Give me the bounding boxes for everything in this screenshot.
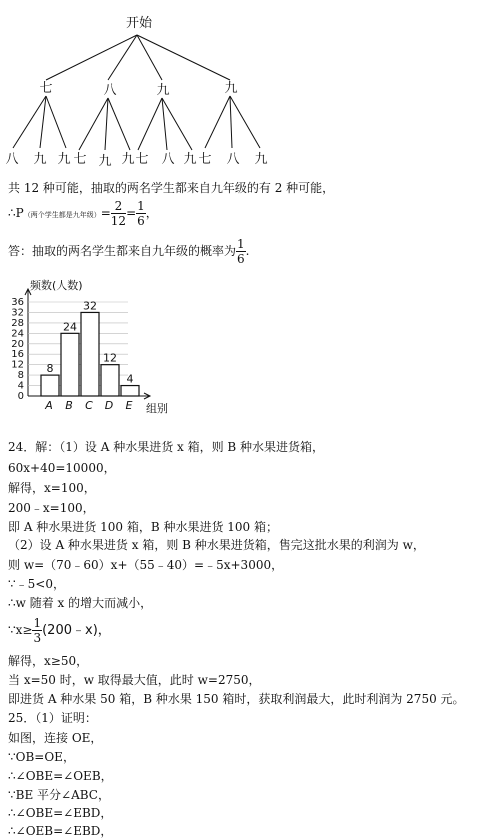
y-tick-label: 4 [17, 380, 24, 392]
text-line: ∴w 随着 x 的增大而减小， [8, 596, 153, 610]
denominator: 6 [237, 252, 245, 266]
text-line: 当 x=50 时，w 取得最大值，此时 w=2750， [8, 673, 261, 687]
data-label: 12 [103, 351, 117, 365]
x-tick-label: B [65, 399, 73, 412]
y-tick-label: 12 [11, 359, 24, 371]
tree-leaf: 七 [198, 152, 212, 167]
equals: = [126, 206, 137, 220]
numerator: 1 [237, 237, 245, 251]
text-line: ∴∠OBE=∠OEB， [8, 769, 113, 783]
text-line: 25．（1）证明： [8, 711, 97, 725]
inequality-line [8, 617, 111, 644]
answer-line [8, 238, 249, 265]
denominator: 12 [110, 214, 127, 228]
text-line: ∵OB=OE， [8, 750, 75, 764]
y-tick-label: 36 [11, 297, 24, 308]
text-line: ∵﹣5<0， [8, 577, 65, 591]
tree-diagram [0, 0, 495, 175]
tree-leaf: 九 [33, 152, 47, 167]
equals: = [100, 206, 111, 220]
bar-a [41, 375, 59, 396]
tree-node-2: 八 [103, 83, 117, 98]
bar-c [81, 312, 99, 396]
text-line: 如图，连接 OE， [8, 731, 103, 745]
tree-leaf: 八 [5, 152, 19, 167]
tree-node-1: 七 [39, 81, 53, 96]
text-line: 即 A 种水果进货 100 箱，B 种水果进货 100 箱； [8, 520, 278, 534]
numerator: 2 [111, 200, 126, 214]
prob-symbol: ∴P [8, 206, 24, 220]
data-label: 8 [46, 362, 54, 376]
tree-leaf: 七 [135, 152, 149, 167]
prob-condition: （两个学生都是九年级） [23, 211, 101, 219]
punct: ， [145, 206, 158, 220]
inequality-prefix: ∵x≥ [8, 623, 33, 637]
tree-leaf: 九 [121, 152, 135, 167]
x-tick-label: A [45, 399, 53, 412]
fraction [111, 200, 126, 227]
tree-leaf: 九 [183, 152, 197, 167]
x-tick-label: D [104, 399, 114, 412]
text-line: 200﹣x=100， [8, 501, 95, 515]
data-label: 4 [126, 372, 134, 386]
text-line: 即进货 A 种水果 50 箱，B 种水果 150 箱时，获取利润最大，此时利润为 2750 元。 [8, 692, 465, 706]
text-line: （2）设 A 种水果进货 x 箱，则 B 种水果进货箱，售完这批水果的利润为 w， [8, 538, 425, 552]
y-tick-label: 0 [17, 391, 24, 402]
tree-leaf: 七 [73, 152, 87, 167]
answer-text: 答：抽取的两名学生都来自九年级的概率为 [8, 244, 237, 258]
denominator: 3 [33, 631, 42, 645]
y-tick-label: 20 [11, 338, 24, 350]
tree-leaf: 八 [226, 152, 240, 167]
data-label: 24 [63, 320, 77, 334]
fraction [32, 617, 42, 644]
probability-formula [8, 200, 158, 227]
y-tick-label: 28 [11, 317, 24, 329]
bar-b [61, 333, 79, 396]
text-line: 解得，x≥50， [8, 654, 89, 668]
data-label: 32 [83, 299, 97, 313]
x-axis-label: 组别 [146, 402, 168, 415]
tree-node-4: 九 [224, 81, 238, 96]
fraction [136, 200, 146, 227]
tree-root: 开始 [125, 16, 153, 31]
y-axis-label: 频数(人数) [30, 279, 83, 292]
text-line: 共 12 种可能，抽取的两名学生都来自九年级的有 2 种可能， [8, 181, 335, 195]
bar-chart [0, 272, 220, 422]
y-tick-label: 24 [11, 328, 24, 340]
tree-leaf: 八 [161, 152, 175, 167]
numerator: 1 [137, 199, 145, 213]
tree-leaf: 九 [98, 154, 112, 169]
numerator: 1 [33, 616, 42, 630]
text-line: 60x+40=10000， [8, 461, 116, 475]
x-tick-label: E [125, 399, 133, 412]
x-tick-label: C [85, 399, 93, 412]
text-line: ∴∠OEB=∠EBD， [8, 824, 113, 838]
denominator: 6 [137, 214, 145, 228]
inequality-suffix: (200﹣x)， [42, 623, 111, 638]
bar-d [101, 365, 119, 396]
punct: . [245, 244, 250, 258]
tree-leaf: 九 [254, 152, 268, 167]
y-tick-label: 16 [11, 349, 24, 361]
text-line: 24．解：（1）设 A 种水果进货 x 箱，则 B 种水果进货箱， [8, 440, 325, 454]
y-tick-label: 8 [17, 370, 24, 382]
text-line: ∵BE 平分∠ABC， [8, 788, 110, 802]
tree-node-3: 九 [156, 83, 170, 98]
bar-e [121, 386, 139, 396]
text-line: 则 w=（70﹣60）x+（55﹣40）=﹣5x+3000， [8, 558, 284, 572]
text-line: ∴∠OBE=∠EBD， [8, 806, 113, 820]
tree-leaf: 九 [57, 152, 71, 167]
y-tick-label: 32 [11, 307, 24, 319]
text-line: 解得，x=100， [8, 481, 96, 495]
fraction [236, 238, 246, 265]
